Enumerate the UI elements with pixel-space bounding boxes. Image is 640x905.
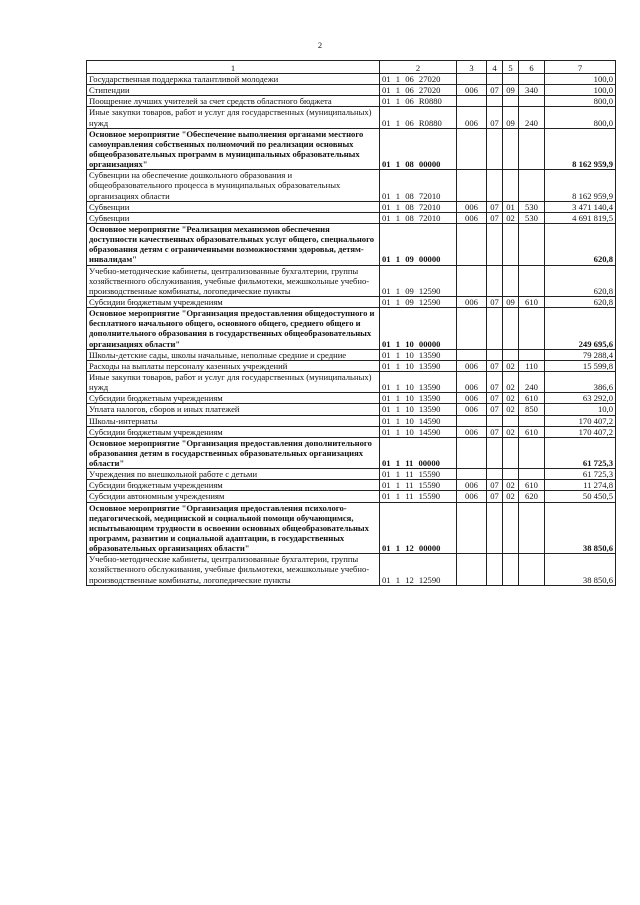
table-row [87,223,616,265]
row-section-cell: 07 [487,426,503,437]
row-amount-cell: 38 850,6 [545,502,616,554]
row-expense-type-cell [519,437,545,468]
row-subsection-cell: 02 [503,426,519,437]
row-section-cell [487,265,503,296]
row-amount-cell: 170 407,2 [545,415,616,426]
column-header: 6 [519,61,545,74]
row-amount-cell: 8 162 959,9 [545,128,616,170]
row-code-cell: 01 1 11 15590 [380,480,457,491]
row-agency-cell: 006 [457,212,487,223]
row-section-cell: 07 [487,212,503,223]
budget-table [86,60,616,586]
row-agency-cell: 006 [457,491,487,502]
column-header: 1 [87,61,380,74]
row-code-cell: 01 1 10 14590 [380,426,457,437]
row-name-cell: Школы-детские сады, школы начальные, неполные средние и средние [87,349,380,360]
row-subsection-cell [503,437,519,468]
row-amount-cell: 4 691 819,5 [545,212,616,223]
row-subsection-cell: 02 [503,371,519,392]
page-number: 2 [317,40,323,50]
row-expense-type-cell [519,223,545,265]
table-row [87,491,616,502]
row-name-cell: Основное мероприятие "Реализация механизмов обеспечения доступности качественных образовательных услуг общего, специального образования детям с ограниченными возможностями здоровья, детям-инвалидам" [87,223,380,265]
row-subsection-cell [503,554,519,585]
row-subsection-cell [503,308,519,350]
row-subsection-cell: 02 [503,393,519,404]
row-agency-cell [457,170,487,201]
row-expense-type-cell [519,415,545,426]
row-name-cell: Субсидии бюджетным учреждениям [87,426,380,437]
table-row [87,349,616,360]
row-code-cell: 01 1 08 72010 [380,212,457,223]
row-subsection-cell [503,415,519,426]
table-row [87,404,616,415]
row-code-cell: 01 1 11 00000 [380,437,457,468]
row-amount-cell: 15 599,8 [545,360,616,371]
row-expense-type-cell: 610 [519,480,545,491]
row-agency-cell: 006 [457,480,487,491]
row-subsection-cell [503,74,519,85]
row-amount-cell: 8 162 959,9 [545,170,616,201]
row-subsection-cell [503,128,519,170]
row-amount-cell: 100,0 [545,74,616,85]
row-agency-cell [457,265,487,296]
column-header: 3 [457,61,487,74]
row-expense-type-cell [519,349,545,360]
row-agency-cell: 006 [457,393,487,404]
row-code-cell: 01 1 11 15590 [380,491,457,502]
table-row [87,393,616,404]
table-row [87,296,616,307]
row-name-cell: Субсидии бюджетным учреждениям [87,296,380,307]
row-agency-cell: 006 [457,426,487,437]
table-row [87,502,616,554]
table-row [87,74,616,85]
row-code-cell: 01 1 08 72010 [380,170,457,201]
row-section-cell: 07 [487,107,503,128]
row-section-cell: 07 [487,85,503,96]
row-agency-cell [457,308,487,350]
row-agency-cell: 006 [457,371,487,392]
row-agency-cell [457,128,487,170]
table-row [87,437,616,468]
row-expense-type-cell [519,170,545,201]
row-section-cell [487,437,503,468]
row-subsection-cell [503,223,519,265]
row-subsection-cell [503,502,519,554]
row-name-cell: Поощрение лучших учителей за счет средств областного бюджета [87,96,380,107]
row-section-cell [487,223,503,265]
table-row [87,96,616,107]
row-code-cell: 01 1 09 12590 [380,265,457,296]
row-section-cell [487,74,503,85]
row-code-cell: 01 1 10 13590 [380,371,457,392]
row-amount-cell: 620,8 [545,223,616,265]
row-section-cell [487,96,503,107]
row-name-cell: Субвенции [87,212,380,223]
table-row [87,480,616,491]
column-header: 4 [487,61,503,74]
row-amount-cell: 800,0 [545,96,616,107]
row-agency-cell: 006 [457,201,487,212]
row-section-cell: 07 [487,360,503,371]
row-code-cell: 01 1 09 00000 [380,223,457,265]
row-amount-cell: 38 850,6 [545,554,616,585]
row-code-cell: 01 1 09 12590 [380,296,457,307]
row-section-cell [487,308,503,350]
row-code-cell: 01 1 10 13590 [380,404,457,415]
row-expense-type-cell [519,265,545,296]
row-amount-cell: 61 725,3 [545,437,616,468]
row-amount-cell: 79 288,4 [545,349,616,360]
row-name-cell: Учебно-методические кабинеты, централизованные бухгалтерии, группы хозяйственного обслуживания, учебные фильмотеки, межшкольные учебно-производственные комбинаты, логопедические пункты [87,265,380,296]
row-code-cell: 01 1 10 13590 [380,349,457,360]
row-amount-cell: 11 274,8 [545,480,616,491]
row-name-cell: Основное мероприятие "Организация предоставления дополнительного образования детям в государственных образовательных организациях области" [87,437,380,468]
column-header: 7 [545,61,616,74]
row-code-cell: 01 1 06 R0880 [380,96,457,107]
row-expense-type-cell: 850 [519,404,545,415]
row-name-cell: Основное мероприятие "Обеспечение выполнения органами местного самоуправления собственных полномочий по реализации основных общеобразовательных программ в муниципальных образовательных организациях" [87,128,380,170]
row-subsection-cell [503,469,519,480]
row-code-cell: 01 1 10 13590 [380,360,457,371]
row-subsection-cell: 02 [503,212,519,223]
row-expense-type-cell: 240 [519,371,545,392]
table-row [87,469,616,480]
row-section-cell [487,128,503,170]
row-amount-cell: 620,8 [545,265,616,296]
row-agency-cell [457,223,487,265]
row-agency-cell [457,415,487,426]
row-agency-cell [457,96,487,107]
table-row [87,107,616,128]
row-name-cell: Расходы на выплаты персоналу казенных учреждений [87,360,380,371]
row-amount-cell: 170 407,2 [545,426,616,437]
row-section-cell: 07 [487,201,503,212]
row-amount-cell: 800,0 [545,107,616,128]
table-row [87,360,616,371]
row-section-cell [487,415,503,426]
row-code-cell: 01 1 10 14590 [380,415,457,426]
row-name-cell: Школы-интернаты [87,415,380,426]
row-agency-cell: 006 [457,107,487,128]
row-subsection-cell: 02 [503,480,519,491]
row-agency-cell [457,554,487,585]
row-section-cell: 07 [487,480,503,491]
row-expense-type-cell: 110 [519,360,545,371]
row-name-cell: Учреждения по внешкольной работе с детьми [87,469,380,480]
row-name-cell: Иные закупки товаров, работ и услуг для государственных (муниципальных) нужд [87,107,380,128]
row-expense-type-cell [519,502,545,554]
column-header: 2 [380,61,457,74]
row-code-cell: 01 1 11 15590 [380,469,457,480]
row-expense-type-cell: 620 [519,491,545,502]
row-subsection-cell [503,349,519,360]
table-row [87,201,616,212]
row-subsection-cell: 02 [503,404,519,415]
row-subsection-cell: 09 [503,85,519,96]
row-amount-cell: 61 725,3 [545,469,616,480]
row-name-cell: Учебно-методические кабинеты, централизованные бухгалтерии, группы хозяйственного обслуживания, учебные фильмотеки, межшкольные учебно-производственные комбинаты, логопедические пункты [87,554,380,585]
row-name-cell: Уплата налогов, сборов и иных платежей [87,404,380,415]
header-row [87,61,616,74]
row-amount-cell: 3 471 140,4 [545,201,616,212]
row-subsection-cell [503,265,519,296]
row-agency-cell [457,349,487,360]
row-section-cell [487,349,503,360]
row-name-cell: Иные закупки товаров, работ и услуг для государственных (муниципальных) нужд [87,371,380,392]
row-expense-type-cell [519,128,545,170]
row-expense-type-cell [519,469,545,480]
row-expense-type-cell: 610 [519,426,545,437]
row-name-cell: Субвенции [87,201,380,212]
row-code-cell: 01 1 08 72010 [380,201,457,212]
row-section-cell [487,502,503,554]
row-name-cell: Основное мероприятие "Организация предоставления психолого-педагогической, медицинской и социальной помощи обучающимся, испытывающим трудности в освоении основных общеобразовательных программ, развитии и социальной адаптации, в государственных образовательных организациях области" [87,502,380,554]
table-body [87,74,616,586]
column-header: 5 [503,61,519,74]
row-subsection-cell: 01 [503,201,519,212]
row-code-cell: 01 1 12 00000 [380,502,457,554]
row-expense-type-cell: 610 [519,393,545,404]
row-code-cell: 01 1 12 12590 [380,554,457,585]
row-amount-cell: 386,6 [545,371,616,392]
row-name-cell: Субсидии автономным учреждениям [87,491,380,502]
row-amount-cell: 620,8 [545,296,616,307]
row-subsection-cell [503,170,519,201]
row-expense-type-cell [519,74,545,85]
row-expense-type-cell [519,308,545,350]
table-row [87,85,616,96]
row-code-cell: 01 1 10 00000 [380,308,457,350]
row-subsection-cell: 09 [503,296,519,307]
row-name-cell: Основное мероприятие "Организация предоставления общедоступного и бесплатного начального общего, основного общего, среднего общего и дополнительного образования в государственных общеобразовательных организациях области" [87,308,380,350]
row-section-cell: 07 [487,296,503,307]
table-row [87,415,616,426]
row-expense-type-cell: 340 [519,85,545,96]
table-row [87,308,616,350]
row-agency-cell [457,437,487,468]
row-section-cell: 07 [487,404,503,415]
row-agency-cell [457,502,487,554]
row-name-cell: Субсидии бюджетным учреждениям [87,480,380,491]
row-expense-type-cell: 240 [519,107,545,128]
table-row [87,170,616,201]
row-name-cell: Государственная поддержка талантливой молодежи [87,74,380,85]
row-agency-cell [457,74,487,85]
row-amount-cell: 100,0 [545,85,616,96]
row-section-cell [487,554,503,585]
row-amount-cell: 249 695,6 [545,308,616,350]
row-amount-cell: 10,0 [545,404,616,415]
row-subsection-cell: 02 [503,360,519,371]
row-code-cell: 01 1 06 R0880 [380,107,457,128]
row-code-cell: 01 1 10 13590 [380,393,457,404]
row-section-cell: 07 [487,371,503,392]
row-expense-type-cell [519,96,545,107]
row-name-cell: Субвенции на обеспечение дошкольного образования и общеобразовательного процесса в муниципальных образовательных организациях области [87,170,380,201]
row-name-cell: Субсидии бюджетным учреждениям [87,393,380,404]
row-code-cell: 01 1 06 27020 [380,85,457,96]
row-amount-cell: 63 292,0 [545,393,616,404]
row-code-cell: 01 1 08 00000 [380,128,457,170]
row-expense-type-cell: 530 [519,201,545,212]
row-expense-type-cell [519,554,545,585]
row-amount-cell: 50 450,5 [545,491,616,502]
table-row [87,554,616,585]
row-expense-type-cell: 530 [519,212,545,223]
row-section-cell: 07 [487,491,503,502]
row-agency-cell: 006 [457,296,487,307]
row-agency-cell: 006 [457,360,487,371]
row-code-cell: 01 1 06 27020 [380,74,457,85]
row-subsection-cell: 09 [503,107,519,128]
table-row [87,212,616,223]
row-section-cell [487,469,503,480]
row-expense-type-cell: 610 [519,296,545,307]
row-section-cell [487,170,503,201]
table-row [87,426,616,437]
row-agency-cell: 006 [457,85,487,96]
table-row [87,265,616,296]
row-agency-cell: 006 [457,404,487,415]
row-subsection-cell: 02 [503,491,519,502]
row-section-cell: 07 [487,393,503,404]
row-agency-cell [457,469,487,480]
row-subsection-cell [503,96,519,107]
table-row [87,128,616,170]
row-name-cell: Стипендии [87,85,380,96]
table-row [87,371,616,392]
